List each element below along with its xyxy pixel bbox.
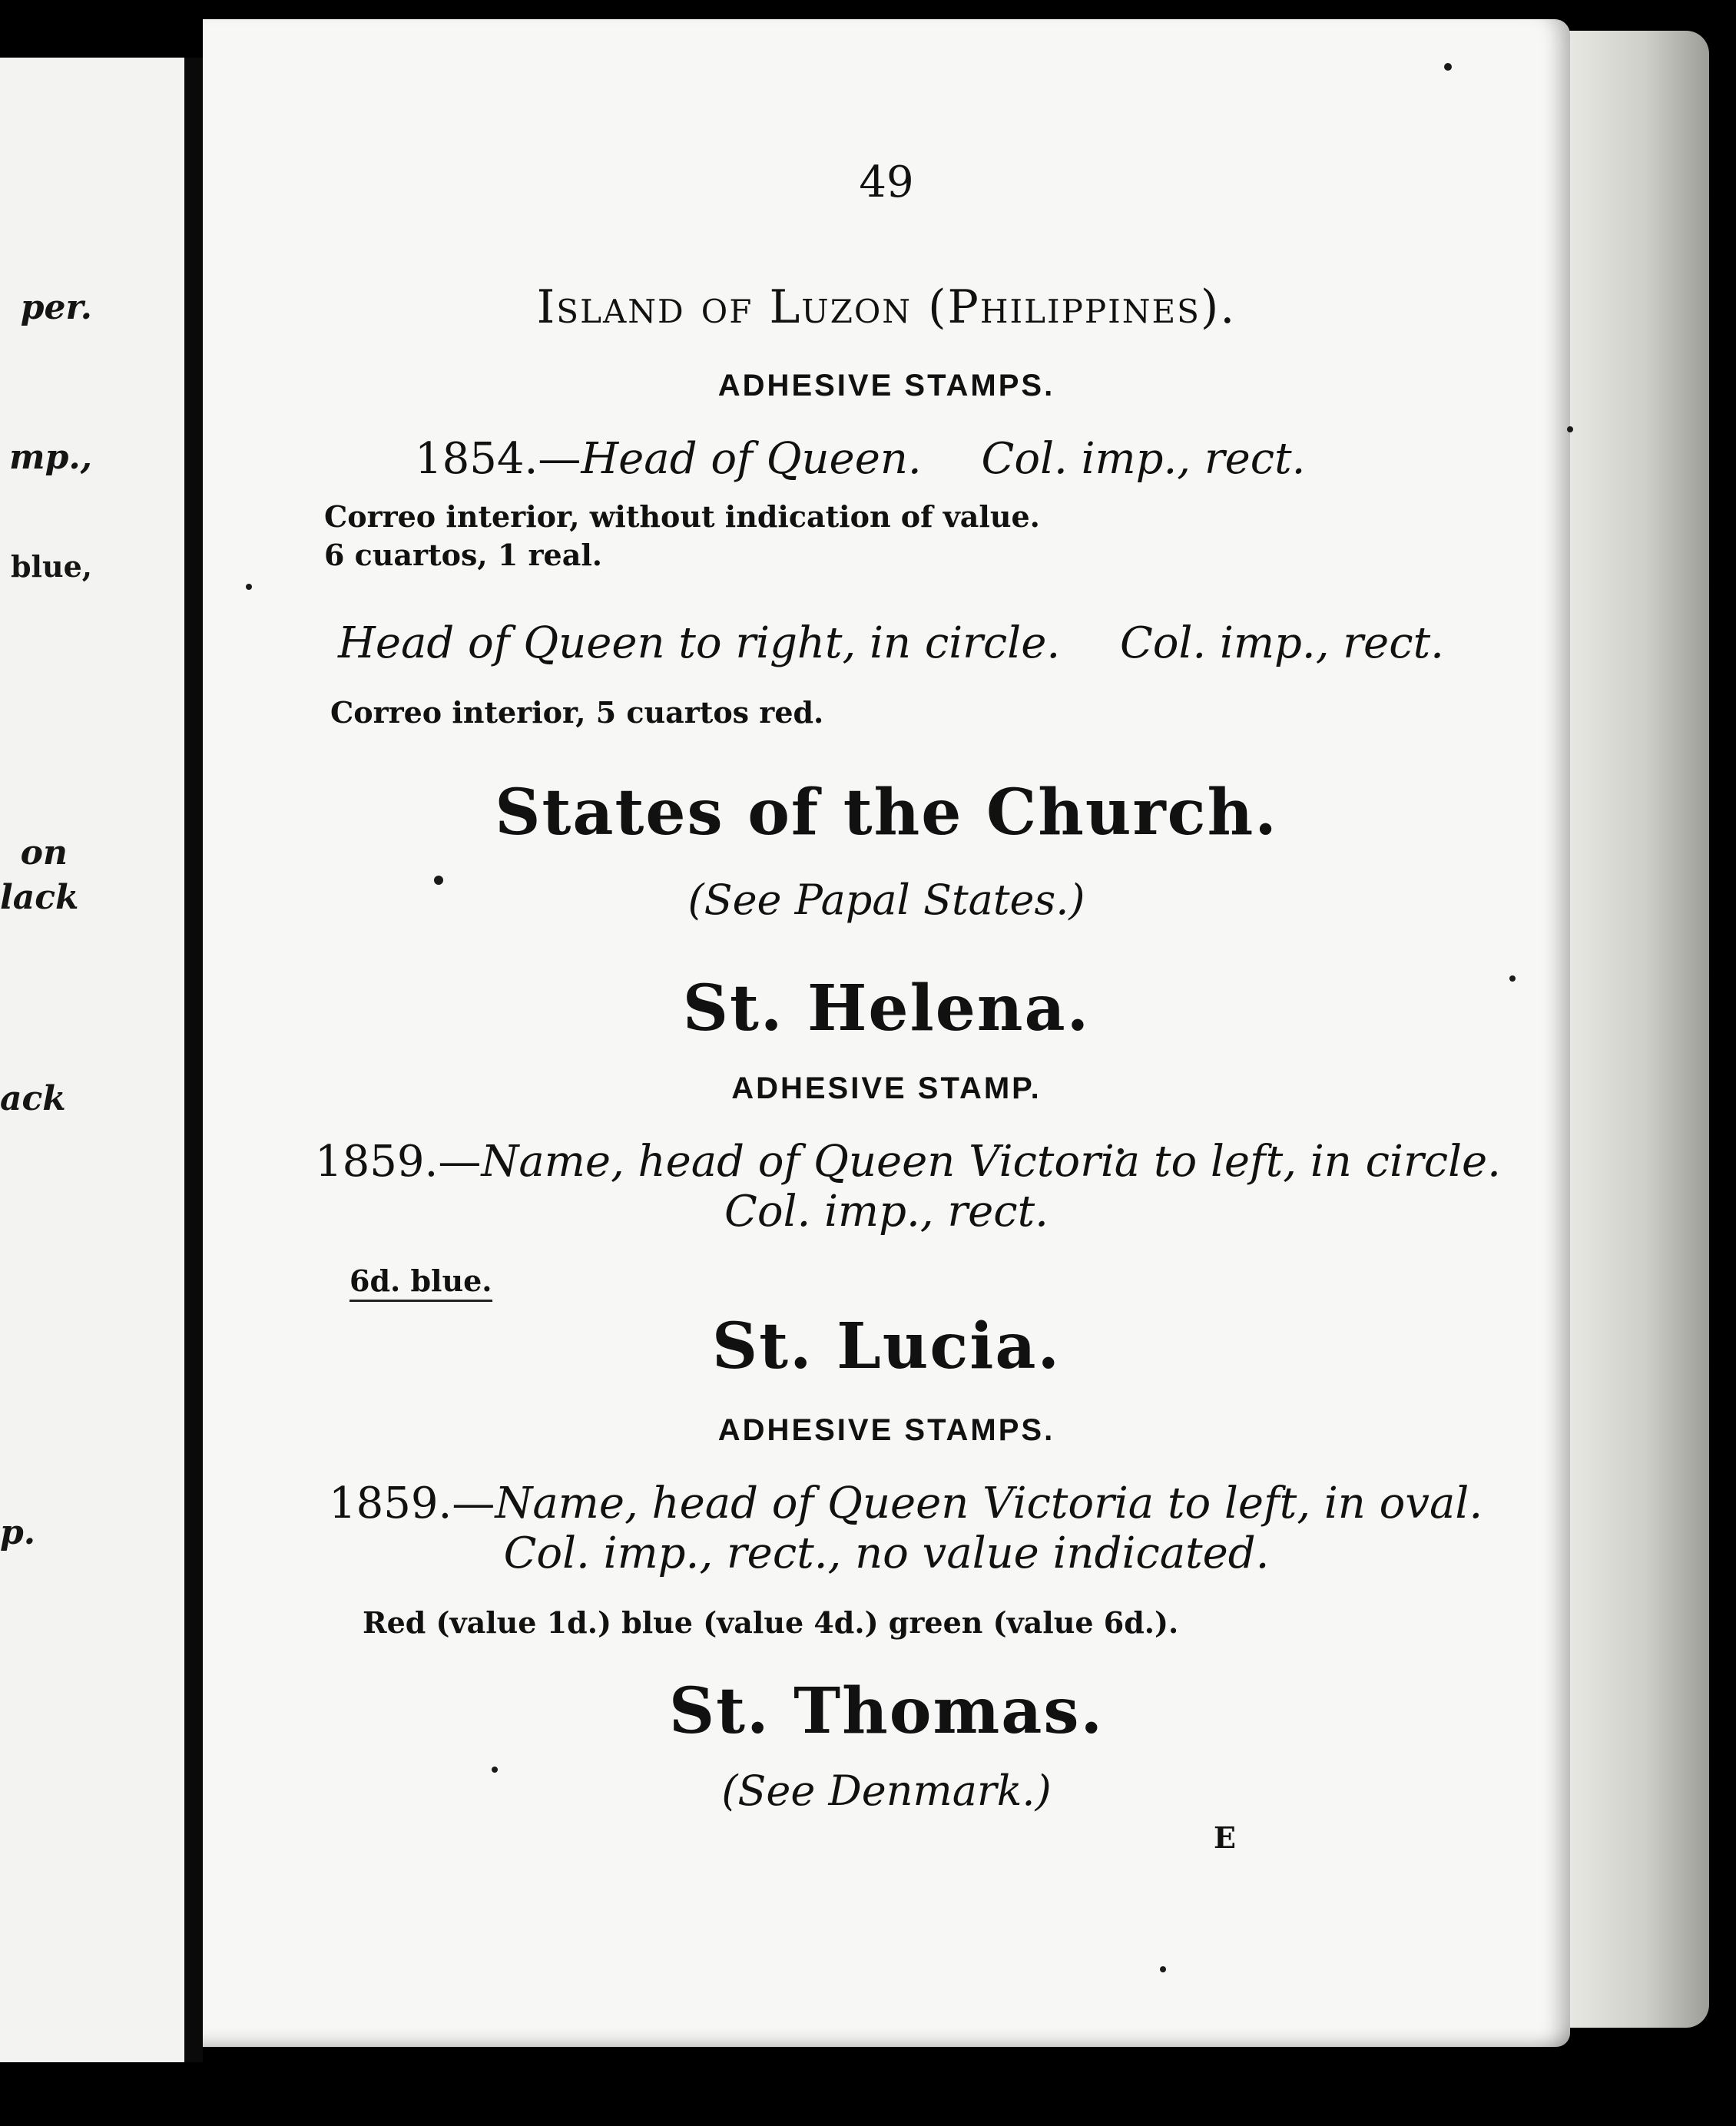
helena-note (350, 1263, 492, 1298)
luzon-adhesive-label: ADHESIVE STAMPS. (717, 369, 1055, 402)
left-fragment: mp., (9, 438, 92, 477)
church-cross-reference: (See Papal States.) (687, 876, 1085, 924)
entry-date: 1859.— (329, 1479, 495, 1528)
helena-entry-1859 (315, 1137, 1501, 1187)
helena-note-text: 6d. blue. (350, 1263, 492, 1302)
section-heading-st-helena: St. Helena. (682, 972, 1091, 1045)
entry-description: Head of Queen to right, in circle. (338, 618, 1061, 668)
page-number: 49 (859, 157, 914, 207)
luzon-entry-circle (338, 618, 1444, 668)
lucia-entry-1859 (329, 1479, 1483, 1528)
entry-description: Head of Queen. (581, 434, 922, 484)
book-gutter (184, 58, 203, 2062)
entry-format: Col. imp., rect. (1119, 618, 1444, 668)
paper-speck (1160, 1966, 1166, 1972)
thomas-cross-reference: (See Denmark.) (721, 1767, 1052, 1815)
entry-description: Name, head of Queen Victoria to left, in oval. (495, 1479, 1483, 1528)
left-fragment: lack (0, 878, 79, 917)
section-heading-states-of-the-church: States of the Church. (495, 776, 1278, 849)
lucia-adhesive-label: ADHESIVE STAMPS. (717, 1413, 1055, 1447)
signature-mark: E (1214, 1820, 1236, 1855)
left-fragment: ack (0, 1079, 66, 1118)
section-heading-st-thomas: St. Thomas. (668, 1674, 1105, 1748)
entry-format: Col. imp., rect. (981, 434, 1306, 484)
luzon-entry-1854 (415, 434, 1305, 484)
left-facing-page (0, 58, 184, 2062)
paper-speck (246, 584, 252, 590)
left-fragment: per. (20, 288, 92, 327)
lucia-note: Red (value 1d.) blue (value 4d.) green (value 6d.). (363, 1605, 1179, 1640)
luzon-note-line-1: Correo interior, without indication of value. (324, 499, 1040, 534)
left-fragment: on (20, 833, 68, 873)
helena-adhesive-label: ADHESIVE STAMP. (731, 1071, 1042, 1105)
page-edge (1567, 31, 1709, 2028)
entry-date: 1859.— (315, 1137, 482, 1187)
helena-entry-format: Col. imp., rect. (724, 1187, 1049, 1237)
paper-speck (1567, 426, 1573, 432)
luzon-note-line-2: 6 cuartos, 1 real. (324, 538, 602, 572)
section-heading-luzon: Island of Luzon (Philippines). (536, 280, 1237, 334)
entry-date: 1854.— (415, 434, 581, 484)
paper-speck (1444, 63, 1452, 71)
section-heading-st-lucia: St. Lucia. (711, 1310, 1062, 1383)
left-fragment: p. (0, 1513, 36, 1552)
left-fragment: blue, (10, 549, 92, 584)
luzon-note-2: Correo interior, 5 cuartos red. (330, 695, 824, 730)
entry-description: Name, head of Queen Victoria to left, in circle. (481, 1137, 1501, 1187)
lucia-entry-format: Col. imp., rect., no value indicated. (503, 1528, 1270, 1578)
